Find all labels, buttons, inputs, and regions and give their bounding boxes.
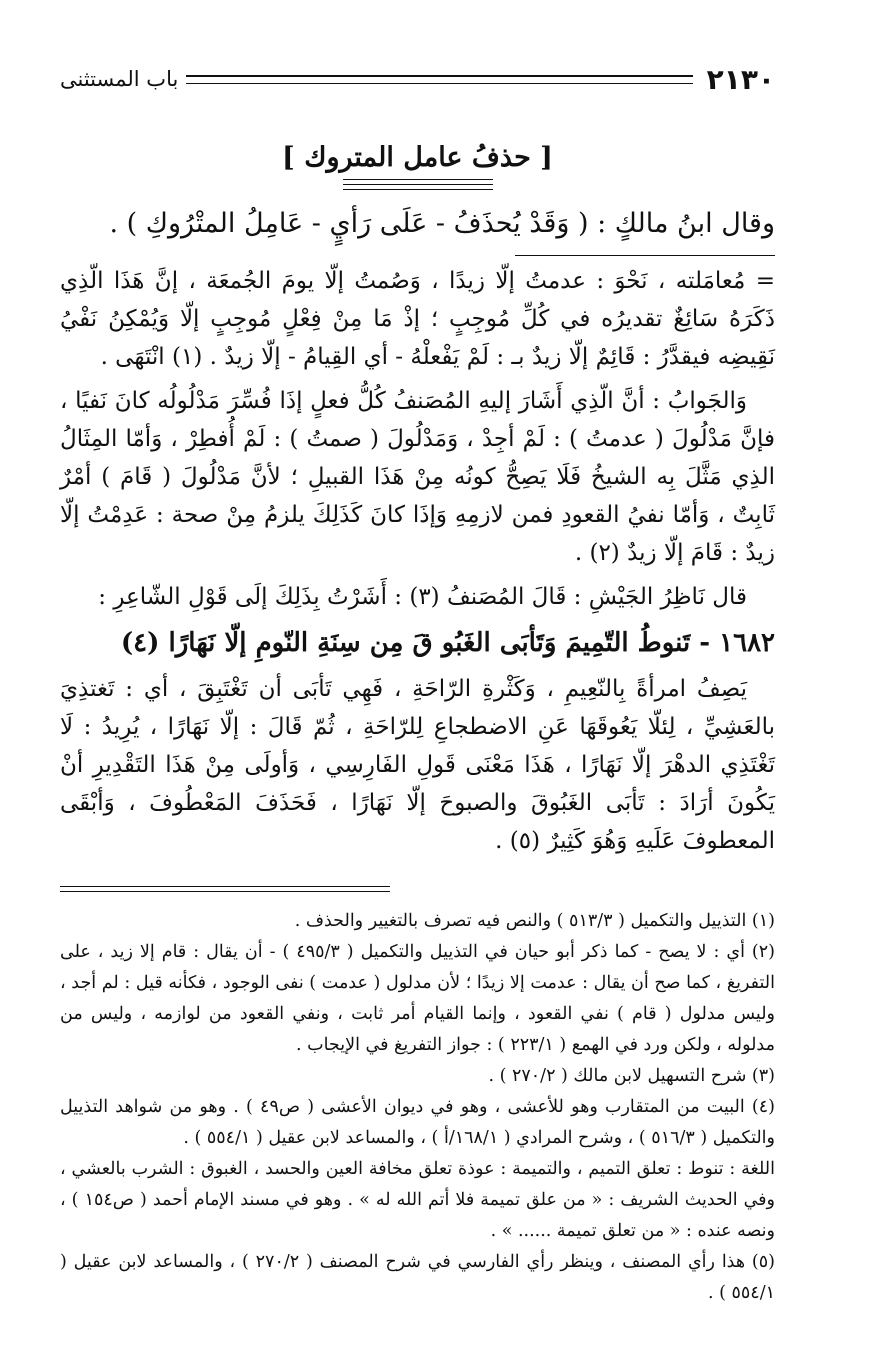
footnote-3: (٣) شرح التسهيل لابن مالك ( ٢٧٠/٢ ) . — [488, 1065, 775, 1086]
body-paragraph-3: قال نَاظِرُ الجَيْشِ : قَالَ المُصَنفُ (٣) : أَشَرْتُ بِذَلِكَ إلَى قَوْلِ الشّاعِرِ : — [98, 583, 747, 610]
book-page — [60, 60, 775, 1309]
verse-line: ١٦٨٢ - تَنوطُ التّمِيمَ وَتَأبَى الغَبُو قَ مِن سِنَةِ النّومِ إلّا نَهَارًا (٤) — [120, 627, 775, 658]
page-number: ٢١٣٠ — [706, 62, 775, 96]
body-paragraph-4: يَصِفُ امرأةً بِالنّعِيمِ ، وَكَثْرةِ الرّاحَةِ ، فَهِي تَأبَى أن تَغْتَبِقَ ، أي : تَغتذِيَ بالعَشِيِّ ، لِئلّا يَعُوقَهَا عَنِ الاضطجاعِ لِلرّاحَةِ ، ثُمّ قَالَ : إلّا نَهَارًا ، يُرِيدُ : لَا تَغْتَذِي الدهْرَ إلّا نَهَارًا ، هَذَا مَعْنَى قَولِ الفَارِسِي ، وَأولَى مِنْ هَذَا التَقْدِيرِ أنْ يَكُونَ أرَادَ : تَأبَى الغَبُوقَ والصبوحَ إلّا نَهَارًا ، فَحَذَفَ المَعْطُوفَ ، وَأبْقَى المعطوفَ عَلَيهِ وَهُوَ كَثِيرٌ (٥) . — [60, 675, 775, 854]
footnote-1: (١) التذييل والتكميل ( ٥١٣/٣ ) والنص فيه تصرف بالتغيير والحذف . — [294, 910, 775, 931]
running-head: باب المستثنى — [60, 67, 179, 91]
body-paragraph-2: وَالجَوابُ : أنَّ الّذِي أَشَارَ إليهِ المُصَنفُ كُلُّ فعلٍ إذَا فُسِّرَ مَدْلُولُه كانَ نَفيًا ، فإنَّ مَدْلُولَ ( عدمتُ ) : لَمْ أجِدْ ، وَمَدْلُولَ ( صمتُ ) : لَمْ أُفطِرْ ، وَأمّا المِثَالُ الذِي مَثَّلَ بِه الشيخُ فَلَا يَصِحُّ كونُه مِنْ هَذَا القبيلِ ؛ لأنَّ مَدْلُولَ ( قَامَ ) أمْرٌ ثَابِتٌ ، وَأمّا نفيُ القعودِ فمن لازمِهِ وَإذَا كانَ كَذَلِكَ يلزمُ مِنْ صحة : عَدِمْتُ إلّا زيدٌ : قَامَ إلّا زيدٌ (٢) . — [60, 387, 775, 566]
footnote-4: (٤) البيت من المتقارب وهو للأعشى ، وهو في ديوان الأعشى ( ص٤٩ ) . وهو من شواهد التذييل والتكميل ( ٥١٦/٣ ) ، وشرح المرادي ( ١٦٨/١/أ ) ، والمساعد لابن عقيل ( ٥٥٤/١ ) . — [60, 1096, 775, 1148]
body-paragraph-1: = مُعامَلته ، نَحْوَ : عدمتُ إلّا زيدًا ، وَصُمتُ إلّا يومَ الجُمعَة ، إنَّ هَذَا الّذِي ذَكَرَهُ سَائِغٌ تقديرُه في كُلِّ مُوجِبٍ ؛ إذْ مَا مِنْ فِعْلٍ مُوجِبٍ إلّا وَيُمْكِنُ نَفْيُ نَقِيضِه فيقدَّرُ : قَائِمٌ إلّا زيدٌ بـ : لَمْ يَفْعلْهُ - أي القِيامُ - إلّا زيدٌ . (١) انْتَهَى . — [60, 267, 775, 370]
lead-line: وقال ابنُ مالكٍ : ( وَقَدْ يُحذَفُ - عَلَى رَأيٍ - عَامِلُ المتْرُوكِ ) . — [109, 208, 775, 239]
footnote-rule — [60, 886, 390, 892]
page-header — [60, 60, 775, 98]
section-title: [ حذفُ عامل المتروك ] — [282, 142, 553, 173]
footnote-5: (٥) هذا رأي المصنف ، وينظر رأي الفارسي في شرح المصنف ( ٢٧٠/٢ ) ، والمساعد لابن عقيل ( ٥٥٤/١ ) . — [60, 1251, 775, 1303]
footnote-language-note: اللغة : تنوط : تعلق التميم ، والتميمة : عوذة تعلق مخافة العين والحسد ، الغبوق : الشرب بالعشي ، وفي الحديث الشريف : « من علق تميمة فلا أتم الله له » . وهو في مسند الإمام أحمد ( ص١٥٤ ) ، ونصه عنده : « من تعلق تميمة ...... » . — [60, 1158, 776, 1241]
title-ornament-rule — [343, 179, 493, 190]
footnote-2: (٢) أي : لا يصح - كما ذكر أبو حيان في التذييل والتكميل ( ٤٩٥/٣ ) - أن يقال : قام إلا زيد ، على التفريغ ، كما صح أن يقال : عدمت إلا زيدًا ؛ لأن مدلول ( عدمت ) نفى الوجود ، فكأنه قيل : لم أجد ، وليس مدلول ( قام ) نفي القعود ، وإنما القيام أمر ثابت ، ونفي القعود من لوازمه ، وليس من مدلوله ، ولكن ورد في الهمع ( ٢٢٣/١ ) : جواز التفريغ في الإيجاب . — [60, 941, 775, 1055]
header-rule — [186, 75, 692, 84]
commentary-rule — [515, 255, 775, 256]
